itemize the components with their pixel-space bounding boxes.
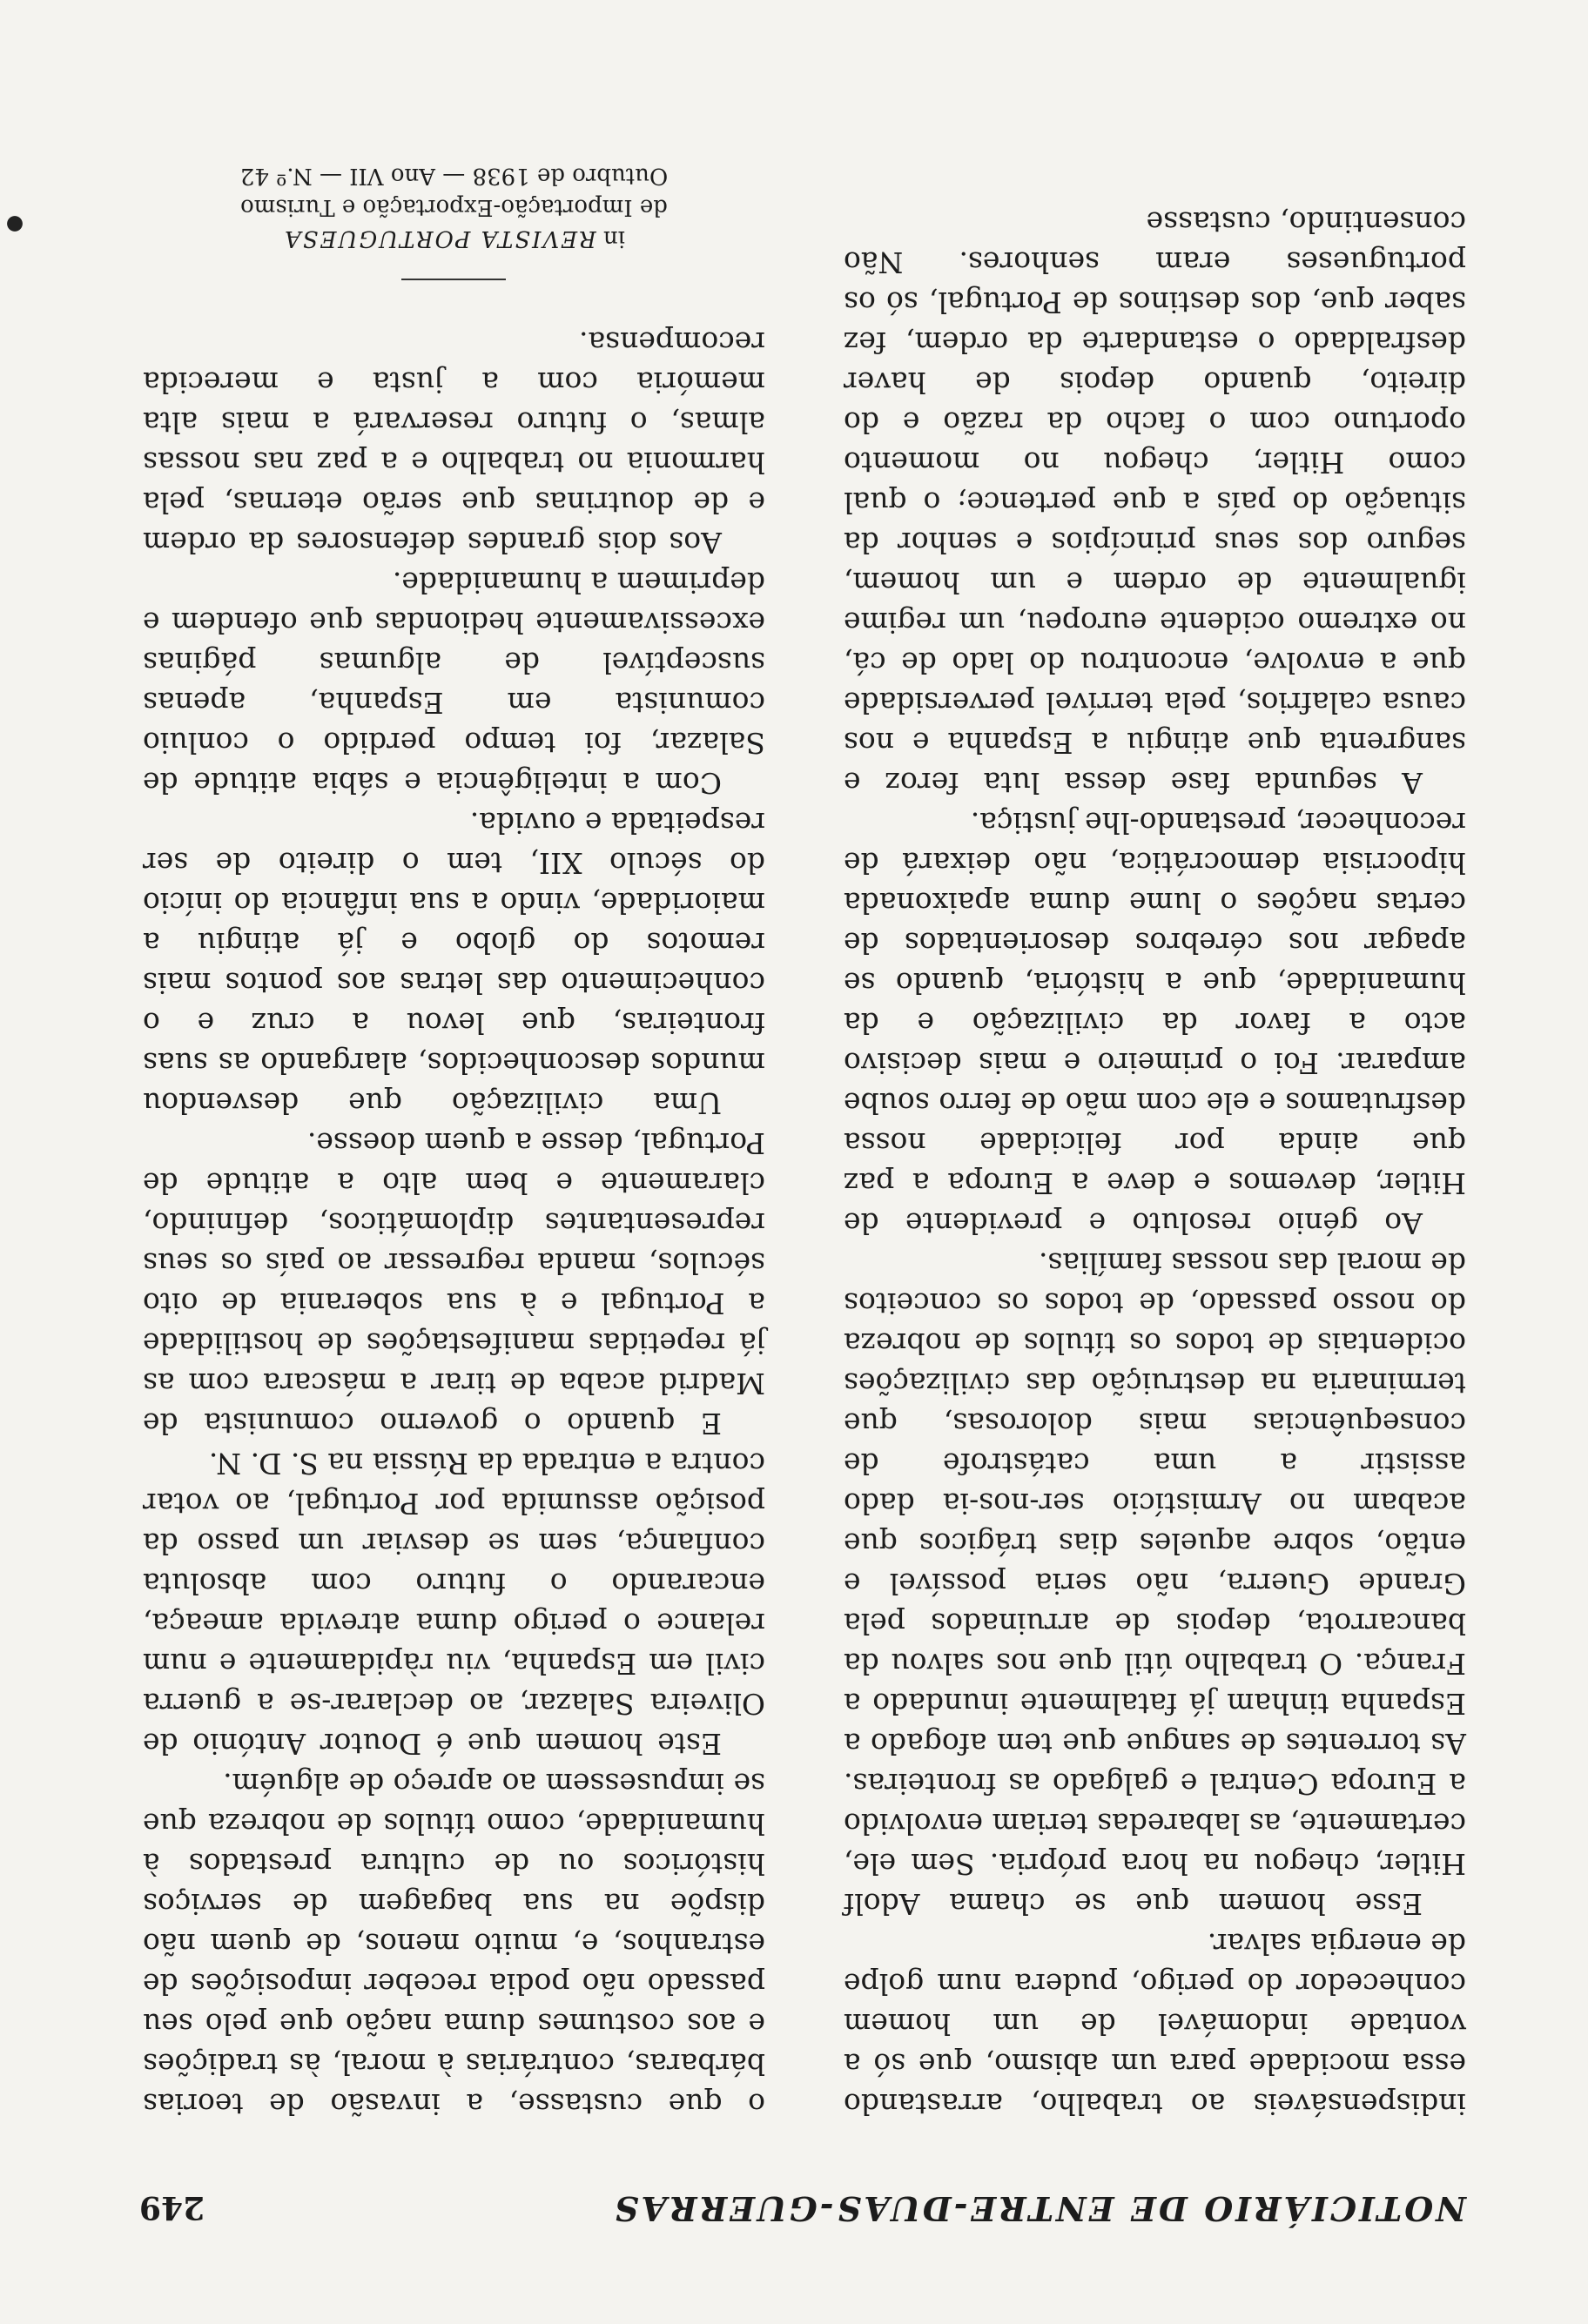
paragraph: o que custasse, a invasão de teorias bárbaras, contrárias à moral, às tradições e aos costumes duma nação que pelo seu passado não podia receber imposições de estranhos, e, muito menos, de quem não dispõe na sua bagagem de serviços históricos ou de cultura prestados à humanidade, como títulos de nobreza que se impusessem ao apreço de alguém. xyxy=(143,1767,765,2121)
paragraph: indispensáveis ao trabalho, arrastando essa mocidade para um abismo, que só a vontade indomável de um homem conhecedor do perigo, pudera num golpe de energia salvar. xyxy=(844,1927,1466,2121)
source-publication: REVISTA PORTUGUESA xyxy=(282,225,596,252)
source-prefix: in xyxy=(603,225,626,252)
source-citation xyxy=(143,160,765,254)
paragraph: Este homem que é Doutor António de Oliveira Salazar, ao declarar-se a guerra civil em Espanha, viu ràpidamente e num relance o perigo duma atrevida ameaça, encarando o futuro com absoluta confiança, sem se desviar um passo da posição assumida por Portugal, ao votar contra a entrada da Rússia na S. D. N. xyxy=(143,1447,765,1761)
paragraph: Uma civilização que desvendou mundos desconhecidos, alargando as suas fronteiras, que levou a cruz e o conhecimento das letras aos pontos mais remotos do globo e já atingiu a maioridade, vindo a sua infância do início do século XII, tem o direito de ser respeitada e ouvida. xyxy=(143,806,765,1120)
left-column xyxy=(844,202,1466,2124)
paragraph: Aos dois grandes defensores da ordem e de doutrinas que serão eternas, pela harmonia no trabalho e a paz nas nossas almas, o futuro reservará a mais alta memória com a justa e merecida recompensa. xyxy=(143,326,765,560)
paragraph: A segunda fase dessa luta feroz e sangrenta que atingiu a Espanha e nos causa calafrios, pela terrível perversidade que a envolve, encontrou do lado de cá, no extremo ocidente europeu, um regime igualmente de ordem e um homem, seguro dos seus princípios e senhor da situação do país a que pertence; o qual como Hitler, chegou no momento oportuno com o facho da razão e do direito, quando depois de haver desfraldado o estandarte da ordem, fez saber que, dos destinos de Portugal, só os portugueses eram senhores. Não consentindo, custasse xyxy=(844,205,1466,800)
page-number: 249 xyxy=(139,2189,205,2226)
page-header xyxy=(139,2189,1466,2228)
paragraph: Com a inteligência e sábia atitude de Salazar, foi tempo perdido o conluio comunista em Espanha, apenas susceptível de algumas páginas excessivamente hediondas que ofendem e deprimem a humanidade. xyxy=(143,566,765,800)
paragraph: Esse homem que se chama Adolf Hitler, chegou na hora própria. Sem ele, certamente, as labaredas teriam envolvido a Europa Central e galgado as fronteiras. As torrentes de sangue que tem afogado a Espanha tinham já fatalmente inundado a França. O trabalho útil que nos salvou da bancarrota, depois de arruinados pela Grande Guerra, não seria possível e então, sobre aqueles dias trágicos que acabam no Armistício ser-nos-ia dado assistir a uma catástrofe de consequências mais dolorosas, que terminaria na destruição das civilizações ocidentais de todos os títulos de nobreza do nosso passado, de todos os conceitos de moral das nossas famílias. xyxy=(844,1246,1466,1921)
source-line-3: Outubro de 1938 — Ano VII — N.º 42 xyxy=(239,163,669,189)
source-line-2: de Importação-Exportação e Turismo xyxy=(240,194,668,220)
paragraph: Ao génio resoluto e previdente de Hitler, devemos e deve a Europa a paz que ainda por felicidade nossa desfrutamos e ele com mão de ferro soube amparar. Foi o primeiro e mais decisivo acto a favor da civilização e da humanidade, que a história, quando se apagar nos cérebros desorientados de certas nações o lume duma apaixonada hipocrisia democrática, não deixará de reconhecer, prestando-lhe justiça. xyxy=(844,806,1466,1240)
ink-blot-mark xyxy=(4,208,25,239)
running-title: NOTICIÁRIO DE ENTRE-DUAS-GUERRAS xyxy=(612,2189,1466,2228)
right-column xyxy=(143,160,765,2124)
separator-rule xyxy=(402,279,507,280)
paragraph: E quando o governo comunista de Madrid acaba de tirar a máscara com as já repetidas manifestações de hostilidade a Portugal e à sua soberania de oito séculos, manda regressar ao país os seus representantes diplomáticos, definindo, claramente e bem alto a atitude de Portugal, desse a quem doesse. xyxy=(143,1126,765,1441)
